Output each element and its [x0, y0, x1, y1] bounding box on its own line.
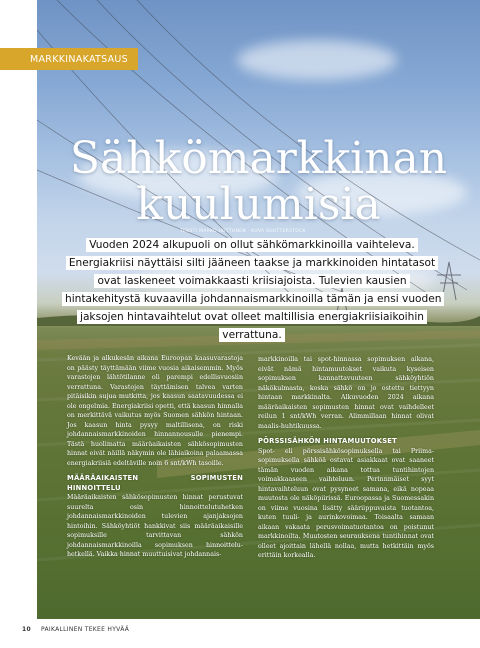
body-paragraph: Spot- eli pörssisähkösopimuksella tai Priima-sopimuksella sähköä ostavat asiakkaat ovat saaneet tämän vuoden aikana tottua tuntihintojen voimakkaaseen vaihteluun. Perinnmäiset syyt hintavaihteluun ovat pysyneet samana, eikä nopeaa muutosta ole näköpiirissä. Euroopassa ja Suomessakin on viime vuosina lisätty sääriippuvaista tuotantoa, kuten tuuli- ja aurinkovoimaa. Toisaalta samaan aikaan vakaata perusvoimatuotantoa on poistunut markkinoilta. Muutosten seurauksena tuntihinnat ovat olleet ajoittain lähellä nollaa, mutta hetkittäin myös erittäin korkealla.	[258, 447, 434, 559]
page-footer	[22, 626, 129, 633]
section-tag: MARKKINAKATSAUS	[0, 48, 138, 70]
subheading: MÄÄRÄAIKAISTEN SOPIMUSTEN HINNOITTELU	[67, 474, 243, 492]
text-column-right	[258, 355, 434, 561]
subheading: PÖRSSISÄHKÖN HINTAMUUTOKSET	[258, 437, 397, 445]
magazine-name: PAIKALLINEN TEKEE HYVÄÄ	[40, 626, 130, 633]
body-paragraph: Määräaikaisten sähkösopimusten hinnat perustuvat suurelta osin hinnoittelutuhetken johdannaismarkkinoiden tulevien ajanjaksojen hintoihin. Sähköyhtiöt hankkivat siis määräaikaisille sopimuksille tarvittavan sähkön johdannaismarkkinoilla sopimuksen hinnoitteluhetkellä. Vaikka hinnat muuttuisivat johdannais-	[67, 494, 243, 558]
page-number: 10	[22, 626, 31, 633]
text-column-left	[67, 354, 243, 560]
lead-text: Vuoden 2024 alkupuoli on ollut sähkömarkkinoilla vaihteleva. Energiakriisi näyttäisi silti jääneen taakse ja markkinoiden hintatasot ovat laskeneet voimakkaasti kriisiajoista. Tulevien kausien hintakehitystä kuvaavilla johdannaismarkkinoilla tämän ja ensi vuoden jaksojen hintavaihtelut ovat olleet maltillisia energiakriisiaikoihin verrattuna.	[62, 238, 444, 342]
page-title-line-2: kuulumisia	[136, 179, 381, 230]
page-title-line-1: Sähkömarkkinan	[69, 133, 448, 184]
body-paragraph: Kevään ja alkukesän aikana Euroopan kaasuvarastoja on päästy täyttämään viime vuosia aikaisemmin. Myös varastojen lähtötilanne oli parempi edellisvuosiin verrattuna. Varastojen täyttämisen talvea varten pitäisikin sujua mutkitta, jos kaasun saatavuudessa ei ole ongelmia. Energiakriisi opetti, että kaasun hinnalla on merkittävä vaikutus myös Suomen sähkön hintaan. Jos kaasun hinta pysyy maltillisena, on riski johdannaismarkkinoiden hinnannousulle pienempi. Tästä huolimatta määräaikaisten sähkösopimusten hinnat eivät näillä näkymin ole lähiaikoina palaamassa energiakriisiä edeltäville noin 6 snt/kWh tasoille.	[67, 355, 243, 467]
lead-paragraph	[62, 236, 442, 344]
photo-credit: TEKSTI MARKO HUTTUNEN · KUVA SHUTTERSTOCK	[180, 229, 306, 234]
body-paragraph: markkinoilla tai spot-hinnassa sopimuksen aikana, eivät nämä hintamuutokset vaikuta kyseisen sopimuksen kannattavuuteen sähköyhtiön näkökulmasta, koska sähkö on jo ostettu tiettyyn hintaan markkinalta. Alkuvuoden 2024 aikana määräaikaisten sopimusten hinnat ovat vaihdelleet reilun 1 snt/kWh verran. Alimmillaan hinnat olivat maalis-huhtikuussa.	[258, 356, 434, 430]
